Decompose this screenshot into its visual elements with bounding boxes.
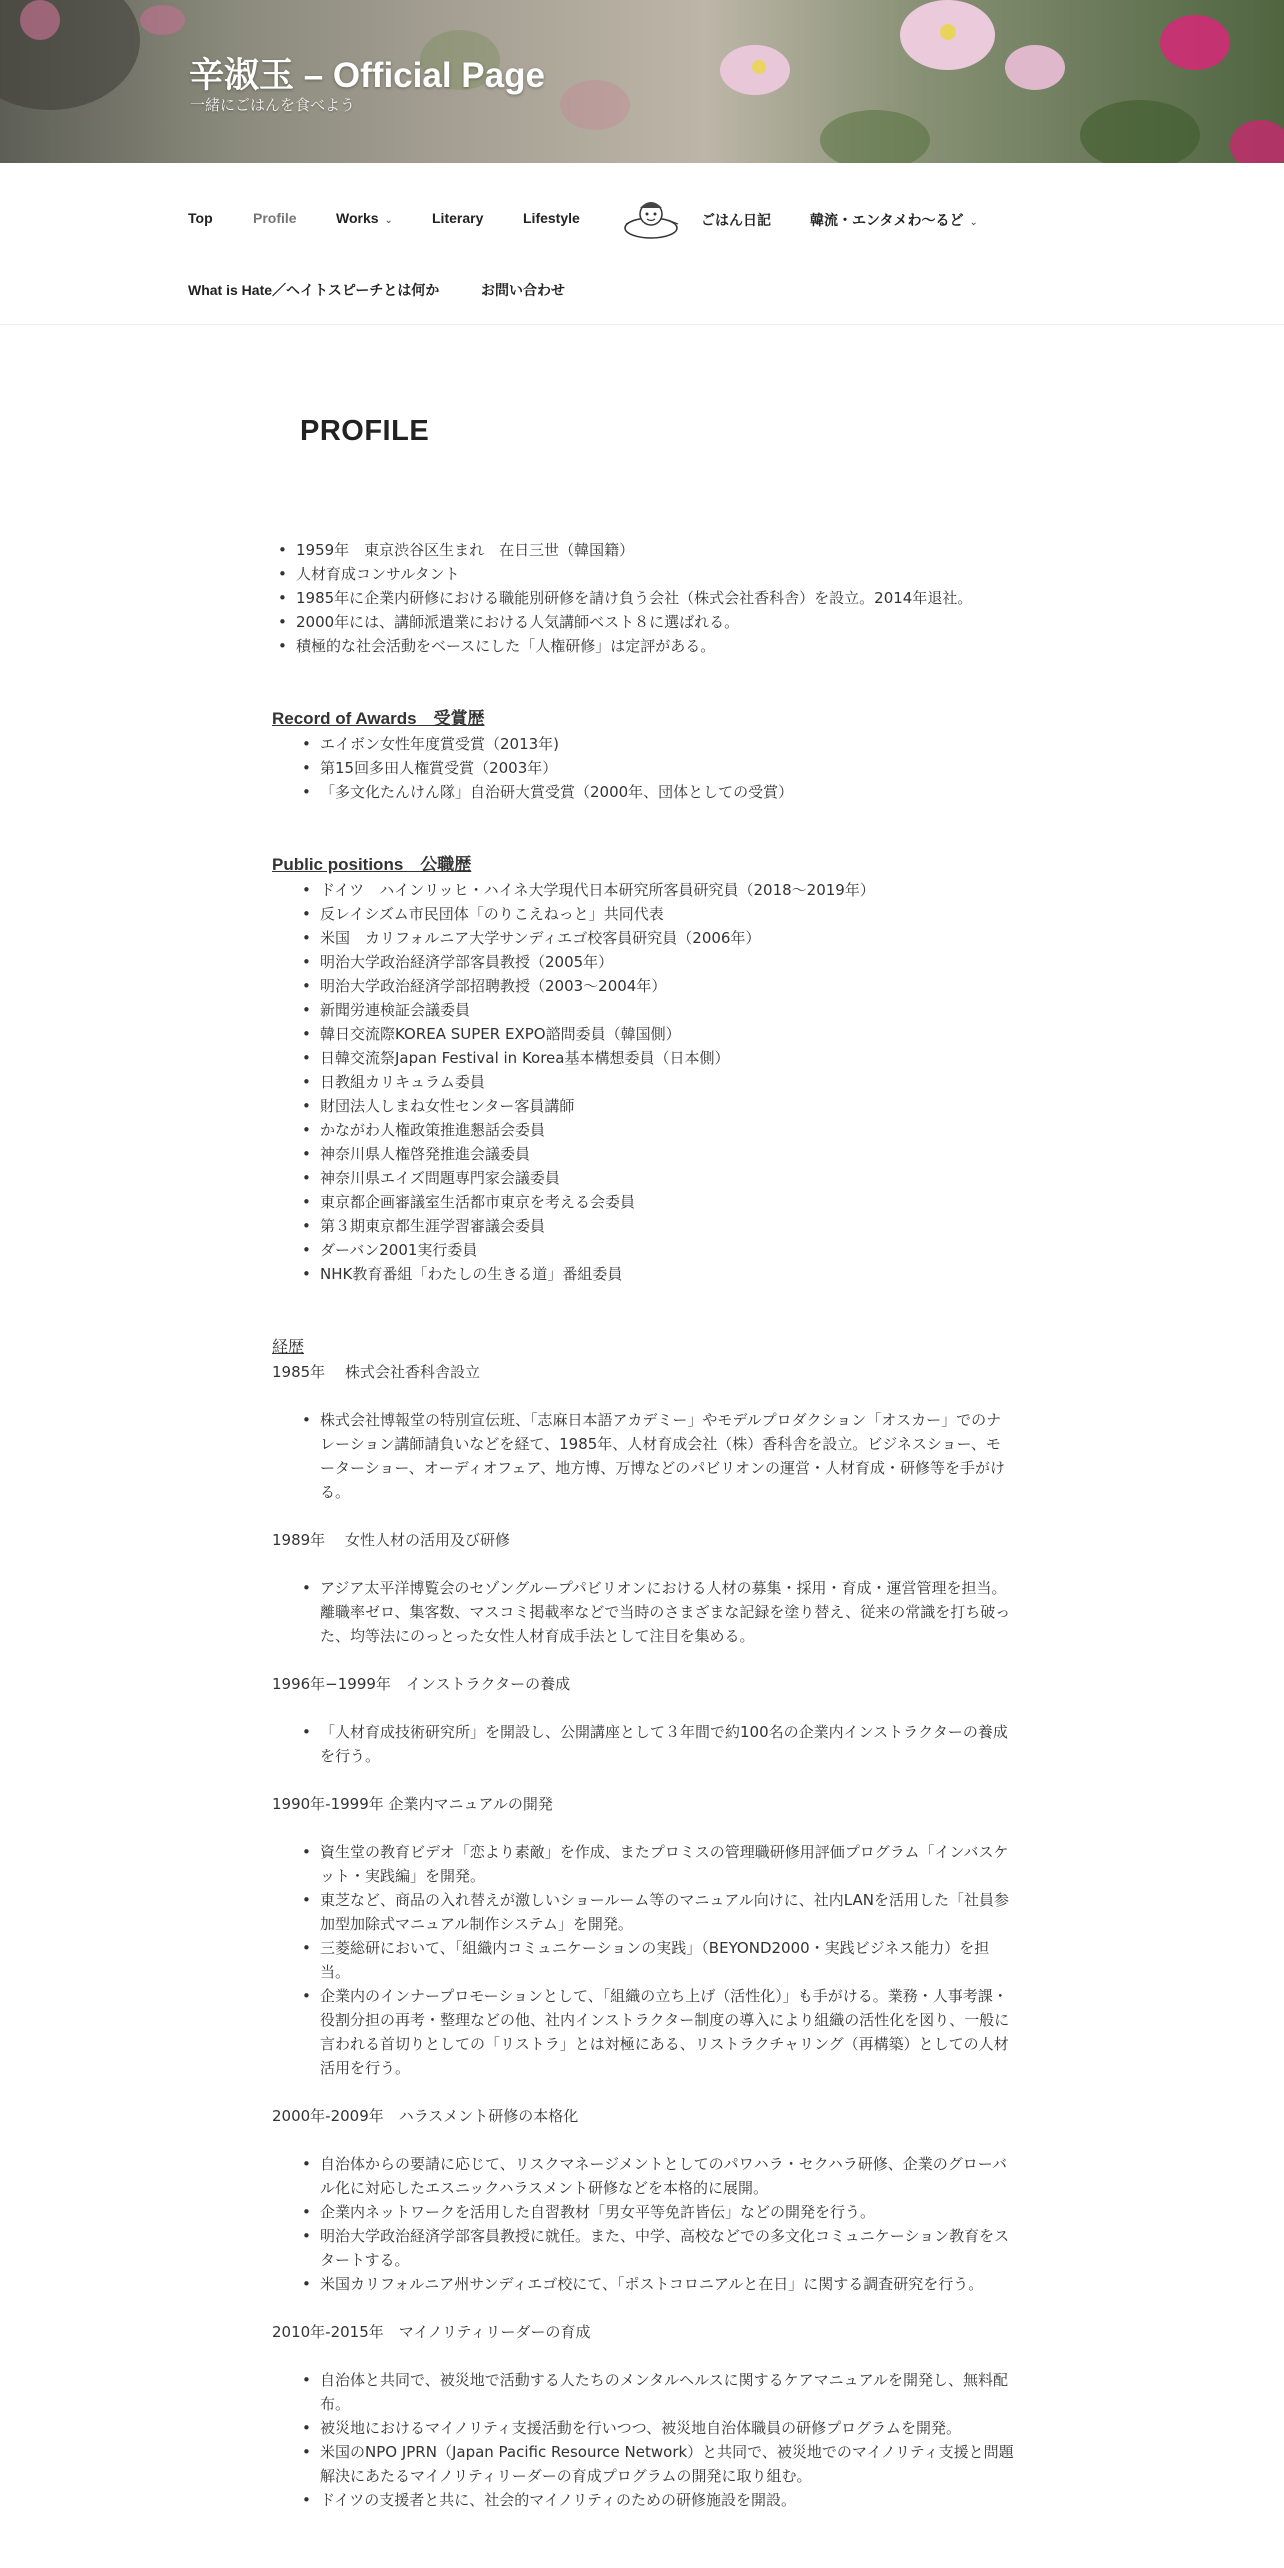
list-item: • 新聞労連検証会議委員 <box>272 998 1014 1022</box>
nav-item-works[interactable] <box>336 210 393 226</box>
career-period-list <box>272 2368 1014 2512</box>
list-item: • 「多文化たんけん隊」自治研大賞受賞（2000年、団体としての受賞） <box>272 780 1014 804</box>
intro-list <box>272 538 1014 658</box>
list-item: • 東京都企画審議室生活都市東京を考える会委員 <box>272 1190 1014 1214</box>
nav-item-hanryu-label: 韓流・エンタメわ〜るど <box>810 212 964 228</box>
list-item: • 「人材育成技術研究所」を開設し、公開講座として３年間で約100名の企業内インストラクターの養成を行う。 <box>272 1720 1014 1768</box>
list-item: • 明治大学政治経済学部客員教授（2005年） <box>272 950 1014 974</box>
list-item: • アジア太平洋博覧会のセゾングループパビリオンにおける人材の募集・採用・育成・運営管理を担当。離職率ゼロ、集客数、マスコミ掲載率などで当時のさまざまな記録を塗り替え、従来の常識を打ち破った、均等法にのっとった女性人材育成手法として注目を集める。 <box>272 1576 1014 1648</box>
list-item: • 日教組カリキュラム委員 <box>272 1070 1014 1094</box>
gohan-nikki-logo-icon[interactable] <box>620 194 682 242</box>
list-item: • NHK教育番組「わたしの生きる道」番組委員 <box>272 1262 1014 1286</box>
career-period-list <box>272 1576 1014 1648</box>
nav-item-hanryu[interactable] <box>810 210 978 230</box>
nav-item-top[interactable]: Top <box>188 210 213 226</box>
list-item: • 1985年に企業内研修における職能別研修を請け負う会社（株式会社香科舎）を設立。2014年退社。 <box>272 586 1014 610</box>
list-item: • 東芝など、商品の入れ替えが激しいショールーム等のマニュアル向けに、社内LANを活用した「社員参加型加除式マニュアル制作システム」を開発。 <box>272 1888 1014 1936</box>
list-item: • 人材育成コンサルタント <box>272 562 1014 586</box>
list-item: • 神奈川県エイズ問題専門家会議委員 <box>272 1166 1014 1190</box>
list-item: • 神奈川県人権啓発推進会議委員 <box>272 1142 1014 1166</box>
chevron-down-icon: ⌄ <box>969 217 978 228</box>
career-heading: 経歴 <box>272 1337 305 1356</box>
site-title[interactable]: 辛淑玉 – Official Page <box>189 56 545 95</box>
list-item: • 自治体からの要請に応じて、リスクマネージメントとしてのパワハラ・セクハラ研修、企業のグローバル化に対応したエスニックハラスメント研修などを本格的に展開。 <box>272 2152 1014 2200</box>
career-period-list <box>272 1720 1014 1768</box>
career-period-label: 1990年-1999年 企業内マニュアルの開発 <box>272 1795 553 1813</box>
nav-item-literary[interactable]: Literary <box>432 210 484 226</box>
list-item: • 明治大学政治経済学部客員教授に就任。また、中学、高校などでの多文化コミュニケーション教育をスタートする。 <box>272 2224 1014 2272</box>
list-item: • 三菱総研において、「組織内コミュニケーションの実践」（BEYOND2000・実践ビジネス能力）を担当。 <box>272 1936 1014 1984</box>
list-item: • 米国カリフォルニア州サンディエゴ校にて、「ポストコロニアルと在日」に関する調査研究を行う。 <box>272 2272 1014 2296</box>
list-item: • かながわ人権政策推進懇話会委員 <box>272 1118 1014 1142</box>
list-item: • 米国のNPO JPRN（Japan Pacific Resource Network）と共同で、被災地でのマイノリティ支援と問題解決にあたるマイノリティリーダーの育成プログラムの開発に取り組む。 <box>272 2440 1014 2488</box>
list-item: • 2000年には、講師派遣業における人気講師ベスト８に選ばれる。 <box>272 610 1014 634</box>
nav-item-contact[interactable]: お問い合わせ <box>481 282 565 298</box>
list-item: • 第15回多田人権賞受賞（2003年） <box>272 756 1014 780</box>
awards-heading: Record of Awards 受賞歴 <box>272 709 485 728</box>
positions-list <box>272 878 1014 1286</box>
awards-list <box>272 732 1014 804</box>
page-title: PROFILE <box>300 415 430 447</box>
nav-item-gohan-nikki[interactable]: ごはん日記 <box>701 212 771 228</box>
list-item: • 自治体と共同で、被災地で活動する人たちのメンタルヘルスに関するケアマニュアルを開発し、無料配布。 <box>272 2368 1014 2416</box>
list-item: • 積極的な社会活動をベースにした「人権研修」は定評がある。 <box>272 634 1014 658</box>
nav-item-what-is-hate[interactable]: What is Hate／ヘイトスピーチとは何か <box>188 282 440 298</box>
chevron-down-icon: ⌄ <box>384 215 393 226</box>
career-period-label: 2000年-2009年 ハラスメント研修の本格化 <box>272 2107 579 2125</box>
positions-heading: Public positions 公職歴 <box>272 855 472 874</box>
career-period-label: 1985年 株式会社香科舎設立 <box>272 1363 480 1381</box>
list-item: • ダーバン2001実行委員 <box>272 1238 1014 1262</box>
list-item: • 韓日交流際KOREA SUPER EXPO諮問委員（韓国側） <box>272 1022 1014 1046</box>
list-item: • 日韓交流祭Japan Festival in Korea基本構想委員（日本側） <box>272 1046 1014 1070</box>
profile-content <box>272 538 1014 2512</box>
list-item: • 資生堂の教育ビデオ「恋より素敵」を作成、またプロミスの管理職研修用評価プログラム「インバスケット・実践編」を開発。 <box>272 1840 1014 1888</box>
list-item: • 企業内ネットワークを活用した自習教材「男女平等免許皆伝」などの開発を行う。 <box>272 2200 1014 2224</box>
main-navigation <box>0 163 1284 325</box>
list-item: • 明治大学政治経済学部招聘教授（2003～2004年） <box>272 974 1014 998</box>
list-item: • 米国 カリフォルニア大学サンディエゴ校客員研究員（2006年） <box>272 926 1014 950</box>
site-tagline: 一緒にごはんを食べよう <box>190 96 356 114</box>
list-item: • 企業内のインナープロモーションとして、「組織の立ち上げ（活性化）」も手がける。業務・人事考課・役割分担の再考・整理などの他、社内インストラクター制度の導入により組織の活性化を図り、一般に言われる首切りとしての「リストラ」とは対極にある、リストラクチャリング（再構築）としての人材活用を行う。 <box>272 1984 1014 2080</box>
list-item: • 財団法人しまね女性センター客員講師 <box>272 1094 1014 1118</box>
list-item: • 第３期東京都生涯学習審議会委員 <box>272 1214 1014 1238</box>
career-period-list <box>272 1408 1014 1504</box>
career-period-label: 1996年−1999年 インストラクターの養成 <box>272 1675 571 1693</box>
career-period-list <box>272 1840 1014 2080</box>
nav-item-works-label: Works <box>336 210 379 226</box>
career-period-label: 2010年-2015年 マイノリティリーダーの育成 <box>272 2323 591 2341</box>
list-item: • エイボン女性年度賞受賞（2013年) <box>272 732 1014 756</box>
nav-item-profile[interactable]: Profile <box>253 210 297 226</box>
career-period-label: 1989年 女性人材の活用及び研修 <box>272 1531 510 1549</box>
list-item: • 1959年 東京渋谷区生まれ 在日三世（韓国籍） <box>272 538 1014 562</box>
list-item: • 株式会社博報堂の特別宣伝班、「志麻日本語アカデミー」やモデルプロダクション「オスカー」でのナレーション講師請負いなどを経て、1985年、人材育成会社（株）香科舎を設立。ビジネスショー、モーターショー、オーディオフェア、地方博、万博などのパビリオンの運営・人材育成・研修等を手がける。 <box>272 1408 1014 1504</box>
list-item: • ドイツ ハインリッヒ・ハイネ大学現代日本研究所客員研究員（2018～2019年） <box>272 878 1014 902</box>
nav-item-lifestyle[interactable]: Lifestyle <box>523 210 580 226</box>
career-period-list <box>272 2152 1014 2296</box>
list-item: • ドイツの支援者と共に、社会的マイノリティのための研修施設を開設。 <box>272 2488 1014 2512</box>
header-banner <box>0 0 1284 163</box>
list-item: • 反レイシズム市民団体「のりこえねっと」共同代表 <box>272 902 1014 926</box>
list-item: • 被災地におけるマイノリティ支援活動を行いつつ、被災地自治体職員の研修プログラムを開発。 <box>272 2416 1014 2440</box>
